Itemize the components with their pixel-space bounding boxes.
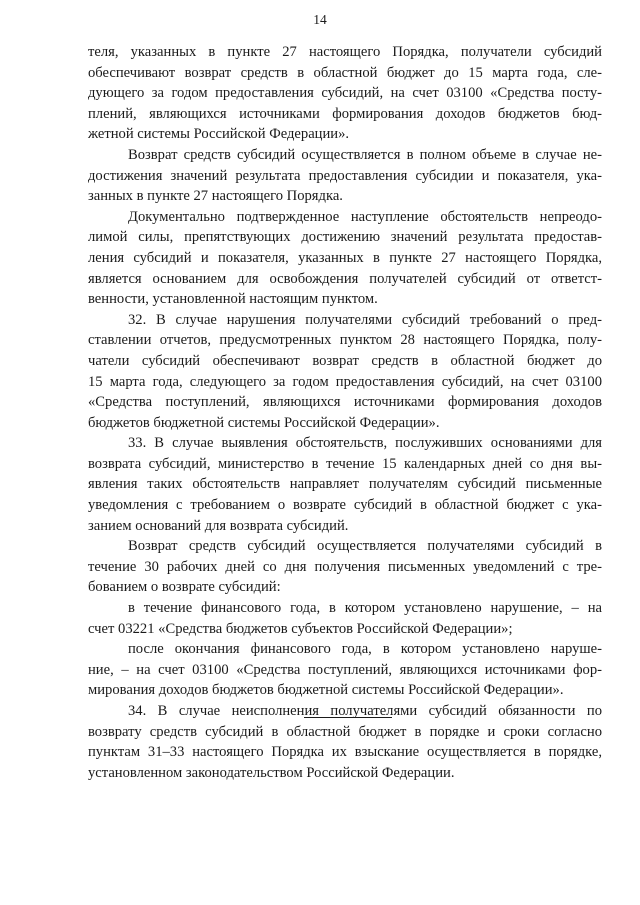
text-line: в течение финансового года, в котором установлено нарушение, – на — [128, 600, 602, 617]
text-line: установленном законодательством Российской Федерации. — [88, 764, 455, 781]
text-line: является основанием для освобождения получателей субсидий от ответст- — [88, 270, 602, 287]
closing-separator-line — [304, 717, 392, 718]
text-line: занием оснований для возврата субсидий. — [88, 517, 349, 534]
text-line: венности, установленной настоящим пунктом. — [88, 291, 378, 308]
text-line: 15 марта года, следующего за годом предоставления субсидий, на счет 03100 — [88, 373, 602, 390]
paragraph — [88, 145, 602, 207]
text-line: обеспечивают возврат средств в областной бюджет до 15 марта года, сле- — [88, 64, 602, 81]
text-line: занных в пункте 27 настоящего Порядка. — [88, 188, 343, 205]
text-line: возврата субсидий, министерство в течение 15 календарных дней со дня вы- — [88, 455, 602, 472]
paragraph — [88, 207, 602, 310]
text-line: возврату средств субсидий в областной бюджет в порядке и сроки согласно — [88, 723, 602, 740]
text-line: ние, – на счет 03100 «Средства поступлений, являющихся источниками фор- — [88, 661, 602, 678]
text-line: 32. В случае нарушения получателями субсидий требований о пред- — [128, 311, 602, 328]
paragraph — [88, 536, 602, 598]
text-line: достижения значений результата предоставления субсидии и показателя, ука- — [88, 167, 602, 184]
text-line: 34. В случае неисполнения получателями субсидий обязанности по — [128, 703, 602, 719]
text-line: плений, являющихся источниками формирования доходов бюджетов бюд- — [88, 105, 602, 122]
text-line: «Средства поступлений, являющихся источниками формирования доходов — [88, 394, 602, 411]
text-line: явления таких обстоятельств направляет получателям субсидий письменные — [88, 476, 602, 493]
text-line: Возврат средств субсидий осуществляется в полном объеме в случае не- — [128, 146, 602, 163]
text-line: лимой силы, препятствующих достижению значений результата предостав- — [88, 229, 602, 246]
text-line: жетной системы Российской Федерации». — [88, 126, 350, 143]
text-line: мирования доходов бюджетов бюджетной системы Российской Федерации». — [88, 682, 564, 699]
paragraph — [88, 310, 602, 434]
text-line: Документально подтвержденное наступление обстоятельств непреодо- — [128, 208, 602, 225]
text-line: 33. В случае выявления обстоятельств, послуживших основаниями для — [128, 435, 602, 452]
text-line: после окончания финансового года, в котором установлено наруше- — [128, 641, 602, 658]
paragraph — [88, 598, 602, 639]
text-line: бюджетов бюджетной системы Российской Федерации». — [88, 414, 440, 431]
text-line: течение 30 рабочих дней со дня получения письменных уведомлений с тре- — [88, 558, 602, 575]
text-line: ставлении отчетов, предусмотренных пунктом 28 настоящего Порядка, полу- — [88, 332, 602, 349]
text-line: бованием о возврате субсидий: — [88, 579, 281, 596]
paragraph — [88, 639, 602, 701]
text-line: счет 03221 «Средства бюджетов субъектов Российской Федерации»; — [88, 620, 513, 637]
paragraph — [88, 701, 602, 783]
paragraph — [88, 433, 602, 536]
text-line: Возврат средств субсидий осуществляется получателями субсидий в — [128, 538, 602, 555]
text-line: чатели субсидий обеспечивают возврат средств в областной бюджет до — [88, 352, 602, 369]
paragraph — [88, 42, 602, 145]
text-line: теля, указанных в пункте 27 настоящего Порядка, получатели субсидий — [88, 44, 602, 60]
text-line: уведомления с требованием о возврате субсидий в областной бюджет с ука- — [88, 497, 602, 514]
page-number: 14 — [313, 12, 327, 27]
text-line: пунктам 31–33 настоящего Порядка их взыскание осуществляется в порядке, — [88, 744, 602, 761]
text-line: дующего за годом предоставления субсидий, на счет 03100 «Средства посту- — [88, 85, 602, 102]
document-body — [88, 42, 602, 783]
text-line: ления субсидий и показателя, указанных в пункте 27 настоящего Порядка, — [88, 249, 602, 266]
